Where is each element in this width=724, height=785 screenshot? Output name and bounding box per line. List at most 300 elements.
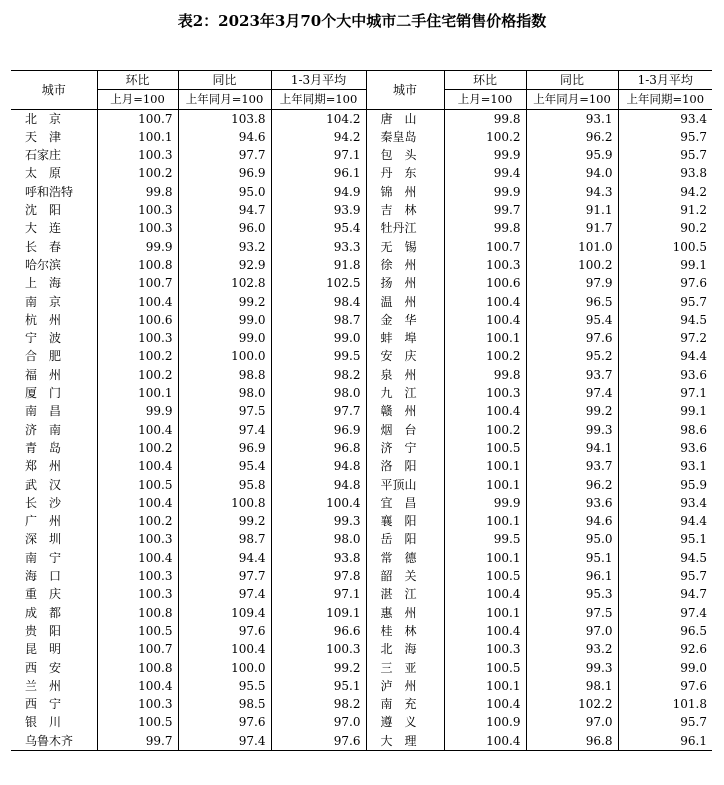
avg-cell: 100.4 xyxy=(271,494,366,512)
avg-cell: 97.1 xyxy=(618,384,712,402)
mom-cell: 100.4 xyxy=(97,457,178,475)
yoy-cell: 102.2 xyxy=(526,695,618,713)
avg-cell: 95.1 xyxy=(271,677,366,695)
city-cell: 石家庄 xyxy=(25,148,62,163)
mom-cell: 100.5 xyxy=(444,659,526,677)
yoy-cell: 98.5 xyxy=(178,695,271,713)
city-cell: 长 春 xyxy=(25,239,62,254)
table-row xyxy=(11,274,712,292)
avg-cell: 94.9 xyxy=(271,183,366,201)
table-row xyxy=(11,713,712,731)
avg-cell: 94.8 xyxy=(271,476,366,494)
mom-cell: 100.4 xyxy=(97,677,178,695)
yoy-cell: 95.4 xyxy=(526,311,618,329)
yoy-cell: 93.2 xyxy=(178,238,271,256)
yoy-cell: 101.0 xyxy=(526,238,618,256)
city-cell: 扬 州 xyxy=(366,274,444,292)
avg-cell: 97.6 xyxy=(271,732,366,751)
avg-cell: 94.7 xyxy=(618,585,712,603)
mom-cell: 100.3 xyxy=(97,146,178,164)
avg-cell: 109.1 xyxy=(271,604,366,622)
mom-cell: 100.1 xyxy=(444,476,526,494)
mom-cell: 100.2 xyxy=(444,421,526,439)
table-row xyxy=(11,347,712,365)
yoy-cell: 96.8 xyxy=(526,732,618,751)
city-cell: 宜 昌 xyxy=(366,494,444,512)
avg-cell: 99.0 xyxy=(271,329,366,347)
table-row xyxy=(11,659,712,677)
table-row xyxy=(11,128,712,146)
yoy-cell: 103.8 xyxy=(178,109,271,128)
mom-cell: 99.9 xyxy=(444,146,526,164)
mom-cell: 100.5 xyxy=(444,439,526,457)
header-yoy: 同比 xyxy=(178,71,271,90)
yoy-cell: 95.2 xyxy=(526,347,618,365)
yoy-cell: 95.1 xyxy=(526,549,618,567)
header-avg-base: 上年同期=100 xyxy=(271,90,366,109)
city-cell: 无 锡 xyxy=(366,238,444,256)
avg-cell: 91.8 xyxy=(271,256,366,274)
mom-cell: 100.2 xyxy=(97,347,178,365)
yoy-cell: 96.5 xyxy=(526,293,618,311)
avg-cell: 97.6 xyxy=(618,274,712,292)
city-cell: 秦皇岛 xyxy=(366,128,444,146)
city-cell: 安 庆 xyxy=(366,347,444,365)
city-cell: 徐 州 xyxy=(366,256,444,274)
avg-cell: 97.1 xyxy=(271,146,366,164)
city-cell: 赣 州 xyxy=(366,402,444,420)
avg-cell: 94.4 xyxy=(618,347,712,365)
table-row xyxy=(11,183,712,201)
city-cell: 南 京 xyxy=(25,294,62,309)
yoy-cell: 94.6 xyxy=(526,512,618,530)
yoy-cell: 99.0 xyxy=(178,311,271,329)
yoy-cell: 99.0 xyxy=(178,329,271,347)
mom-cell: 100.2 xyxy=(444,347,526,365)
table-row xyxy=(11,567,712,585)
table-row xyxy=(11,677,712,695)
mom-cell: 99.5 xyxy=(444,530,526,548)
yoy-cell: 98.0 xyxy=(178,384,271,402)
mom-cell: 100.3 xyxy=(444,640,526,658)
table-row xyxy=(11,293,712,311)
mom-cell: 99.9 xyxy=(97,402,178,420)
city-cell: 重 庆 xyxy=(25,587,62,602)
mom-cell: 99.8 xyxy=(444,219,526,237)
avg-cell: 93.4 xyxy=(618,494,712,512)
yoy-cell: 97.5 xyxy=(178,402,271,420)
yoy-cell: 94.1 xyxy=(526,439,618,457)
table-row xyxy=(11,530,712,548)
header-avg: 1-3月平均 xyxy=(618,71,712,90)
price-index-table xyxy=(11,70,712,751)
avg-cell: 97.0 xyxy=(271,713,366,731)
avg-cell: 99.3 xyxy=(271,512,366,530)
header-mom-base: 上月=100 xyxy=(444,90,526,109)
city-cell: 温 州 xyxy=(366,293,444,311)
city-cell: 西 安 xyxy=(25,660,62,675)
city-cell: 贵 阳 xyxy=(25,623,62,638)
city-cell: 成 都 xyxy=(25,605,62,620)
city-cell: 蚌 埠 xyxy=(366,329,444,347)
yoy-cell: 97.0 xyxy=(526,713,618,731)
yoy-cell: 98.8 xyxy=(178,366,271,384)
mom-cell: 100.3 xyxy=(97,567,178,585)
mom-cell: 99.8 xyxy=(444,109,526,128)
avg-cell: 95.9 xyxy=(618,476,712,494)
yoy-cell: 93.7 xyxy=(526,366,618,384)
avg-cell: 99.1 xyxy=(618,402,712,420)
city-cell: 九 江 xyxy=(366,384,444,402)
yoy-cell: 97.6 xyxy=(178,622,271,640)
yoy-cell: 99.2 xyxy=(178,293,271,311)
table-row xyxy=(11,421,712,439)
avg-cell: 90.2 xyxy=(618,219,712,237)
mom-cell: 100.1 xyxy=(444,677,526,695)
yoy-cell: 100.0 xyxy=(178,659,271,677)
yoy-cell: 97.7 xyxy=(178,567,271,585)
city-cell: 济 南 xyxy=(25,422,62,437)
yoy-cell: 93.7 xyxy=(526,457,618,475)
mom-cell: 100.3 xyxy=(97,695,178,713)
mom-cell: 100.1 xyxy=(444,604,526,622)
mom-cell: 100.4 xyxy=(97,293,178,311)
table-row xyxy=(11,219,712,237)
yoy-cell: 97.5 xyxy=(526,604,618,622)
header-avg-base: 上年同期=100 xyxy=(618,90,712,109)
table-row xyxy=(11,695,712,713)
mom-cell: 100.1 xyxy=(97,128,178,146)
yoy-cell: 95.0 xyxy=(526,530,618,548)
avg-cell: 97.7 xyxy=(271,402,366,420)
avg-cell: 97.6 xyxy=(618,677,712,695)
city-cell: 岳 阳 xyxy=(366,530,444,548)
avg-cell: 96.8 xyxy=(271,439,366,457)
header-avg: 1-3月平均 xyxy=(271,71,366,90)
city-cell: 唐 山 xyxy=(366,109,444,128)
city-cell: 惠 州 xyxy=(366,604,444,622)
table-row xyxy=(11,146,712,164)
mom-cell: 100.2 xyxy=(444,128,526,146)
city-cell: 昆 明 xyxy=(25,642,62,657)
table-row xyxy=(11,238,712,256)
yoy-cell: 97.6 xyxy=(178,713,271,731)
city-cell: 长 沙 xyxy=(25,495,62,510)
mom-cell: 100.3 xyxy=(97,585,178,603)
city-cell: 海 口 xyxy=(25,569,62,584)
mom-cell: 100.2 xyxy=(97,366,178,384)
avg-cell: 96.1 xyxy=(618,732,712,751)
yoy-cell: 99.2 xyxy=(178,512,271,530)
avg-cell: 98.6 xyxy=(618,421,712,439)
avg-cell: 100.5 xyxy=(618,238,712,256)
avg-cell: 97.1 xyxy=(271,585,366,603)
yoy-cell: 99.2 xyxy=(526,402,618,420)
avg-cell: 104.2 xyxy=(271,109,366,128)
city-cell: 宁 波 xyxy=(25,331,62,346)
table-row xyxy=(11,201,712,219)
avg-cell: 93.9 xyxy=(271,201,366,219)
city-cell: 天 津 xyxy=(25,129,62,144)
avg-cell: 94.5 xyxy=(618,549,712,567)
header-mom-base: 上月=100 xyxy=(97,90,178,109)
city-cell: 福 州 xyxy=(25,367,62,382)
city-cell: 银 川 xyxy=(25,715,62,730)
avg-cell: 98.2 xyxy=(271,366,366,384)
yoy-cell: 93.6 xyxy=(526,494,618,512)
avg-cell: 94.5 xyxy=(618,311,712,329)
table-row xyxy=(11,439,712,457)
city-cell: 厦 门 xyxy=(25,386,62,401)
yoy-cell: 93.2 xyxy=(526,640,618,658)
avg-cell: 101.8 xyxy=(618,695,712,713)
yoy-cell: 95.0 xyxy=(178,183,271,201)
yoy-cell: 92.9 xyxy=(178,256,271,274)
mom-cell: 100.1 xyxy=(97,384,178,402)
yoy-cell: 94.3 xyxy=(526,183,618,201)
mom-cell: 100.4 xyxy=(97,494,178,512)
yoy-cell: 97.4 xyxy=(178,421,271,439)
header-city: 城市 xyxy=(11,71,97,110)
header-yoy: 同比 xyxy=(526,71,618,90)
table-row xyxy=(11,366,712,384)
city-cell: 三 亚 xyxy=(366,659,444,677)
mom-cell: 100.4 xyxy=(444,622,526,640)
avg-cell: 98.2 xyxy=(271,695,366,713)
yoy-cell: 99.3 xyxy=(526,421,618,439)
city-cell: 桂 林 xyxy=(366,622,444,640)
city-cell: 金 华 xyxy=(366,311,444,329)
mom-cell: 100.6 xyxy=(97,311,178,329)
city-cell: 锦 州 xyxy=(366,183,444,201)
avg-cell: 95.7 xyxy=(618,146,712,164)
mom-cell: 100.3 xyxy=(97,219,178,237)
avg-cell: 96.6 xyxy=(271,622,366,640)
mom-cell: 100.4 xyxy=(444,732,526,751)
table-row xyxy=(11,109,712,128)
city-cell: 乌鲁木齐 xyxy=(11,732,97,751)
yoy-cell: 100.4 xyxy=(178,640,271,658)
mom-cell: 100.2 xyxy=(97,512,178,530)
table-row xyxy=(11,476,712,494)
table-row xyxy=(11,732,712,751)
mom-cell: 100.7 xyxy=(97,640,178,658)
city-cell: 烟 台 xyxy=(366,421,444,439)
mom-cell: 100.3 xyxy=(97,530,178,548)
mom-cell: 100.5 xyxy=(97,622,178,640)
yoy-cell: 96.2 xyxy=(526,476,618,494)
avg-cell: 99.2 xyxy=(271,659,366,677)
yoy-cell: 97.4 xyxy=(178,732,271,751)
city-cell: 沈 阳 xyxy=(25,203,62,218)
avg-cell: 100.3 xyxy=(271,640,366,658)
mom-cell: 100.3 xyxy=(444,384,526,402)
mom-cell: 100.1 xyxy=(444,512,526,530)
avg-cell: 95.7 xyxy=(618,128,712,146)
city-cell: 大 理 xyxy=(366,732,444,751)
yoy-cell: 94.0 xyxy=(526,164,618,182)
city-cell: 北 京 xyxy=(25,111,62,126)
city-cell: 泉 州 xyxy=(366,366,444,384)
city-cell: 武 汉 xyxy=(25,477,62,492)
table-row xyxy=(11,604,712,622)
city-cell: 包 头 xyxy=(366,146,444,164)
table-row xyxy=(11,549,712,567)
avg-cell: 94.2 xyxy=(271,128,366,146)
mom-cell: 100.6 xyxy=(444,274,526,292)
mom-cell: 99.4 xyxy=(444,164,526,182)
mom-cell: 100.4 xyxy=(444,311,526,329)
city-cell: 郑 州 xyxy=(25,459,62,474)
city-cell: 平顶山 xyxy=(366,476,444,494)
mom-cell: 100.8 xyxy=(97,256,178,274)
avg-cell: 91.2 xyxy=(618,201,712,219)
avg-cell: 93.1 xyxy=(618,457,712,475)
yoy-cell: 97.7 xyxy=(178,146,271,164)
yoy-cell: 94.6 xyxy=(178,128,271,146)
city-cell: 南 宁 xyxy=(25,550,62,565)
avg-cell: 98.4 xyxy=(271,293,366,311)
avg-cell: 96.9 xyxy=(271,421,366,439)
mom-cell: 100.7 xyxy=(97,109,178,128)
mom-cell: 100.3 xyxy=(97,201,178,219)
city-cell: 牡丹江 xyxy=(366,219,444,237)
city-cell: 吉 林 xyxy=(366,201,444,219)
avg-cell: 92.6 xyxy=(618,640,712,658)
avg-cell: 97.4 xyxy=(618,604,712,622)
mom-cell: 100.1 xyxy=(444,549,526,567)
yoy-cell: 100.8 xyxy=(178,494,271,512)
mom-cell: 100.4 xyxy=(444,585,526,603)
yoy-cell: 98.7 xyxy=(178,530,271,548)
city-cell: 南 昌 xyxy=(25,404,62,419)
city-cell: 合 肥 xyxy=(25,349,62,364)
table-row xyxy=(11,402,712,420)
city-cell: 泸 州 xyxy=(366,677,444,695)
avg-cell: 99.0 xyxy=(618,659,712,677)
yoy-cell: 91.7 xyxy=(526,219,618,237)
mom-cell: 100.2 xyxy=(97,164,178,182)
header-city: 城市 xyxy=(366,71,444,110)
city-cell: 济 宁 xyxy=(366,439,444,457)
table-row xyxy=(11,164,712,182)
table-row xyxy=(11,585,712,603)
avg-cell: 93.8 xyxy=(271,549,366,567)
mom-cell: 99.7 xyxy=(444,201,526,219)
mom-cell: 100.3 xyxy=(97,329,178,347)
header-yoy-base: 上年同月=100 xyxy=(178,90,271,109)
mom-cell: 99.7 xyxy=(97,732,178,751)
city-cell: 洛 阳 xyxy=(366,457,444,475)
city-cell: 湛 江 xyxy=(366,585,444,603)
yoy-cell: 95.3 xyxy=(526,585,618,603)
yoy-cell: 96.0 xyxy=(178,219,271,237)
table-row xyxy=(11,622,712,640)
city-cell: 哈尔滨 xyxy=(25,257,62,272)
yoy-cell: 97.9 xyxy=(526,274,618,292)
yoy-cell: 96.2 xyxy=(526,128,618,146)
mom-cell: 100.4 xyxy=(97,549,178,567)
city-cell: 韶 关 xyxy=(366,567,444,585)
avg-cell: 99.5 xyxy=(271,347,366,365)
avg-cell: 93.3 xyxy=(271,238,366,256)
yoy-cell: 96.1 xyxy=(526,567,618,585)
mom-cell: 100.2 xyxy=(97,439,178,457)
page-title: 表2：2023年3月70个大中城市二手住宅销售价格指数 xyxy=(177,12,547,30)
city-cell: 太 原 xyxy=(25,166,62,181)
mom-cell: 100.7 xyxy=(97,274,178,292)
mom-cell: 100.4 xyxy=(444,695,526,713)
header-yoy-base: 上年同月=100 xyxy=(526,90,618,109)
mom-cell: 100.8 xyxy=(97,659,178,677)
header-mom: 环比 xyxy=(97,71,178,90)
yoy-cell: 109.4 xyxy=(178,604,271,622)
mom-cell: 99.9 xyxy=(444,183,526,201)
avg-cell: 95.7 xyxy=(618,293,712,311)
yoy-cell: 96.9 xyxy=(178,164,271,182)
mom-cell: 99.9 xyxy=(444,494,526,512)
mom-cell: 100.4 xyxy=(444,402,526,420)
avg-cell: 102.5 xyxy=(271,274,366,292)
mom-cell: 100.1 xyxy=(444,457,526,475)
city-cell: 广 州 xyxy=(25,514,62,529)
mom-cell: 99.8 xyxy=(97,183,178,201)
yoy-cell: 97.4 xyxy=(178,585,271,603)
table-row xyxy=(11,640,712,658)
mom-cell: 100.5 xyxy=(444,567,526,585)
mom-cell: 100.3 xyxy=(444,256,526,274)
yoy-cell: 97.6 xyxy=(526,329,618,347)
mom-cell: 100.1 xyxy=(444,329,526,347)
city-cell: 西 宁 xyxy=(25,697,62,712)
avg-cell: 94.8 xyxy=(271,457,366,475)
table-row xyxy=(11,512,712,530)
city-cell: 大 连 xyxy=(25,221,62,236)
city-cell: 常 德 xyxy=(366,549,444,567)
yoy-cell: 98.1 xyxy=(526,677,618,695)
yoy-cell: 96.9 xyxy=(178,439,271,457)
yoy-cell: 95.4 xyxy=(178,457,271,475)
yoy-cell: 97.4 xyxy=(526,384,618,402)
yoy-cell: 102.8 xyxy=(178,274,271,292)
yoy-cell: 93.1 xyxy=(526,109,618,128)
header-mom: 环比 xyxy=(444,71,526,90)
table-row xyxy=(11,256,712,274)
avg-cell: 98.0 xyxy=(271,384,366,402)
yoy-cell: 95.9 xyxy=(526,146,618,164)
yoy-cell: 100.2 xyxy=(526,256,618,274)
table-row xyxy=(11,384,712,402)
avg-cell: 93.6 xyxy=(618,366,712,384)
city-cell: 襄 阳 xyxy=(366,512,444,530)
table-row xyxy=(11,311,712,329)
avg-cell: 99.1 xyxy=(618,256,712,274)
city-cell: 北 海 xyxy=(366,640,444,658)
city-cell: 遵 义 xyxy=(366,713,444,731)
mom-cell: 100.5 xyxy=(97,713,178,731)
city-cell: 青 岛 xyxy=(25,440,62,455)
mom-cell: 100.9 xyxy=(444,713,526,731)
table-row xyxy=(11,457,712,475)
city-cell: 兰 州 xyxy=(25,678,62,693)
mom-cell: 100.5 xyxy=(97,476,178,494)
yoy-cell: 94.4 xyxy=(178,549,271,567)
avg-cell: 94.4 xyxy=(618,512,712,530)
avg-cell: 93.8 xyxy=(618,164,712,182)
yoy-cell: 97.0 xyxy=(526,622,618,640)
yoy-cell: 95.5 xyxy=(178,677,271,695)
yoy-cell: 91.1 xyxy=(526,201,618,219)
